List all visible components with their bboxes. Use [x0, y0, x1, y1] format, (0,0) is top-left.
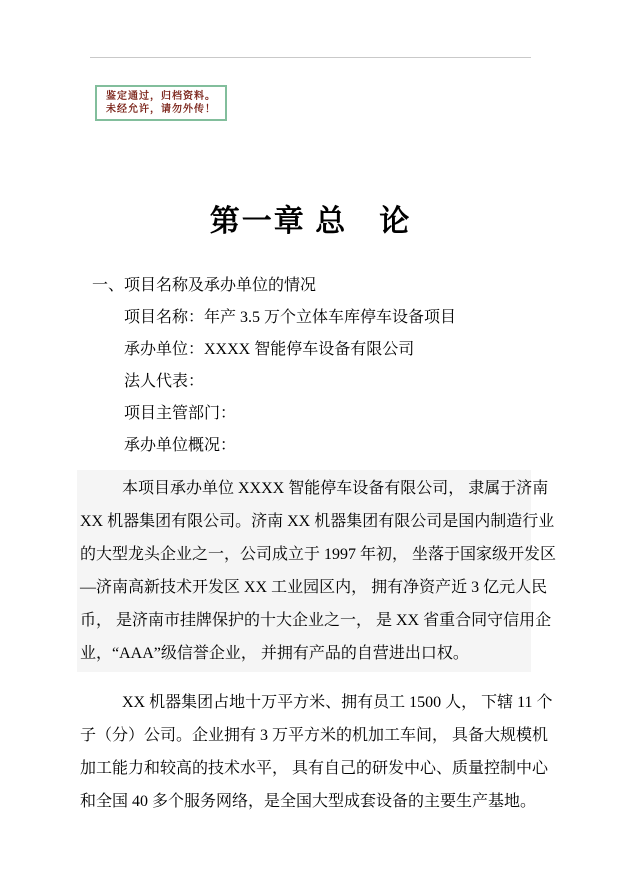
section-heading: 一、项目名称及承办单位的情况: [92, 277, 317, 294]
info-line-supervising-department: 项目主管部门：: [124, 405, 237, 422]
stamp-text-line-1: 鉴定通过，归档资料。: [106, 91, 216, 102]
chapter-title: 第一章 总 论: [209, 205, 412, 238]
paragraph1-line: XX 机器集团有限公司。济南 XX 机器集团有限公司是国内制造行业: [80, 513, 555, 530]
info-line-undertaker: 承办单位：XXXX 智能停车设备有限公司: [124, 341, 415, 358]
paragraph1-line: 的大型龙头企业之一，公司成立于 1997 年初， 坐落于国家级开发区: [80, 546, 557, 563]
highlighted-paragraph: [77, 470, 557, 672]
paragraph2-line: 和全国 40 多个服务网络，是全国大型成套设备的主要生产基地。: [80, 793, 537, 810]
paragraph1-line: 业，“AAA”级信誉企业， 并拥有产品的自营进出口权。: [80, 645, 469, 662]
paragraph1-line: —济南高新技术开发区 XX 工业园区内， 拥有净资产近 3 亿元人民: [80, 579, 548, 596]
header-divider-line: [90, 57, 531, 58]
document-body: [80, 270, 557, 818]
paragraph2-line: 子（分）公司。企业拥有 3 万平方米的机加工车间， 具备大规模机: [80, 727, 549, 744]
paragraph1-line: 本项目承办单位 XXXX 智能停车设备有限公司， 隶属于济南: [122, 480, 549, 497]
info-line-project-name: 项目名称：年产 3.5 万个立体车库停车设备项目: [124, 309, 457, 326]
info-line-undertaker-overview: 承办单位概况：: [124, 437, 237, 454]
second-paragraph: [80, 686, 553, 818]
paragraph2-line: XX 机器集团占地十万平方米、拥有员工 1500 人， 下辖 11 个: [122, 694, 553, 711]
paragraph2-line: 加工能力和较高的技术水平， 具有自己的研发中心、质量控制中心: [80, 760, 549, 777]
info-line-legal-representative: 法人代表：: [124, 373, 205, 390]
stamp-text-line-2: 未经允许，请勿外传！: [106, 104, 216, 115]
paragraph1-line: 币， 是济南市挂牌保护的十大企业之一， 是 XX 省重合同守信用企: [80, 612, 552, 629]
confidential-stamp-box: [95, 85, 227, 121]
